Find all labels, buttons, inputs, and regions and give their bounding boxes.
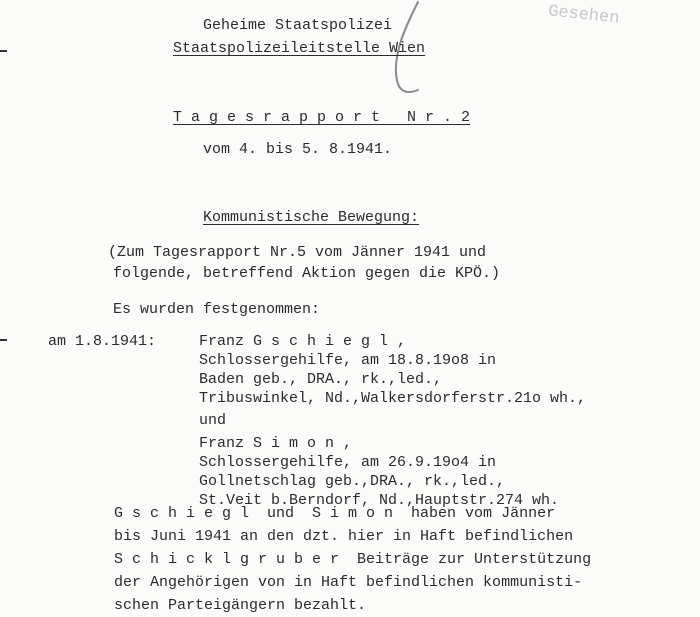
person1-details: Schlossergehilfe, am 18.8.19o8 in [199,352,497,369]
person1-details: Baden geb., DRA., rk.,led., [199,371,443,388]
intro-line: Es wurden festgenommen: [113,301,321,318]
report-title: T a g e s r a p p o r t N r . 2 [173,109,471,126]
reference-line: (Zum Tagesrapport Nr.5 vom Jänner 1941 und [108,244,487,261]
person2-details: Schlossergehilfe, am 26.9.19o4 in [199,454,497,471]
reference-line: folgende, betreffend Aktion gegen die KPÖ.) [113,265,501,282]
office-heading: Geheime Staatspolizei [203,17,393,34]
connector-word: und [199,412,227,429]
summary-line: der Angehörigen von in Haft befindlichen kommunisti- [114,574,583,591]
summary-line: S c h i c k l g r u b e r Beiträge zur Unterstützung [114,551,592,568]
summary-line: G s c h i e g l und S i m o n haben vom Jänner [114,505,556,522]
person2-name: Franz S i m o n , [199,435,353,452]
faint-stamp: Gesehen [547,2,621,29]
margin-mark [0,50,7,52]
arrest-date-label: am 1.8.1941: [48,333,157,350]
unit-heading: Staatspolizeileitstelle Wien [173,40,426,57]
section-heading: Kommunistische Bewegung: [203,209,420,226]
person2-details: Gollnetschlag geb.,DRA., rk.,led., [199,473,506,490]
summary-line: bis Juni 1941 an den dzt. hier in Haft befindlichen [114,528,574,545]
person2-details: St.Veit b.Berndorf, Nd.,Hauptstr.274 wh. [199,492,560,509]
person1-details: Tribuswinkel, Nd.,Walkersdorferstr.21o wh., [199,390,587,407]
report-period: vom 4. bis 5. 8.1941. [203,141,393,158]
margin-mark [0,339,7,341]
summary-line: schen Parteigängern bezahlt. [114,597,367,614]
person1-name: Franz G s c h i e g l , [199,333,407,350]
